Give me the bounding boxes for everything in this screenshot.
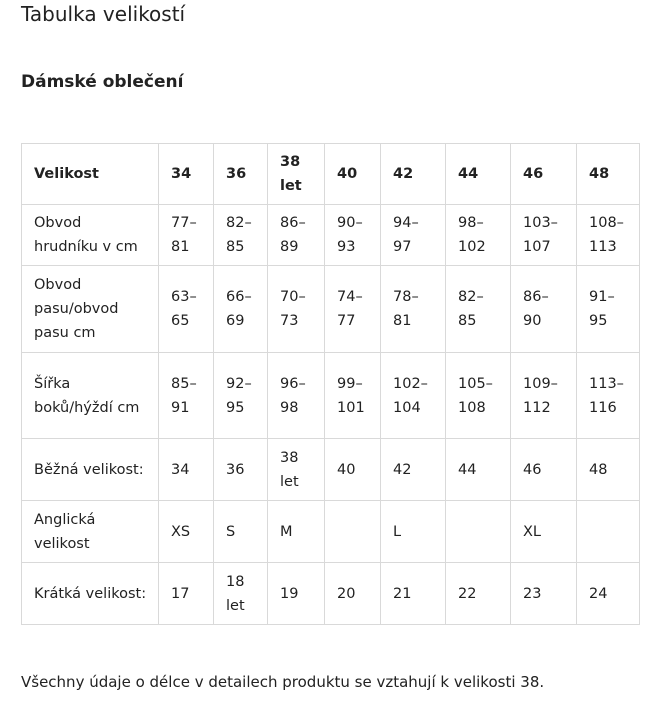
table-cell: 91–95 <box>577 266 640 353</box>
table-cell: 21 <box>381 563 446 625</box>
table-cell: 96–98 <box>268 353 325 439</box>
row-label: Krátká velikost: <box>22 563 159 625</box>
table-cell: 92–95 <box>214 353 268 439</box>
table-cell: 40 <box>325 439 381 501</box>
footer-note: Všechny údaje o délce v detailech produktu se vztahují k velikosti 38. <box>21 673 545 691</box>
table-cell: L <box>381 501 446 563</box>
table-cell: 19 <box>268 563 325 625</box>
table-cell: 85–91 <box>159 353 214 439</box>
table-cell: 103–107 <box>511 205 577 266</box>
table-cell: 18 let <box>214 563 268 625</box>
table-cell: 98–102 <box>446 205 511 266</box>
table-cell <box>446 501 511 563</box>
table-cell: 77–81 <box>159 205 214 266</box>
table-cell: 82–85 <box>446 266 511 353</box>
row-label: Šířka boků/hýždí cm <box>22 353 159 439</box>
table-cell: 90–93 <box>325 205 381 266</box>
table-cell: 66–69 <box>214 266 268 353</box>
header-size: 46 <box>511 144 577 205</box>
table-cell: 42 <box>381 439 446 501</box>
table-cell: 105–108 <box>446 353 511 439</box>
table-row <box>22 353 640 439</box>
table-cell: 44 <box>446 439 511 501</box>
table-cell: 108–113 <box>577 205 640 266</box>
row-label: Běžná velikost: <box>22 439 159 501</box>
header-size: 40 <box>325 144 381 205</box>
table-cell <box>577 501 640 563</box>
table-cell: 22 <box>446 563 511 625</box>
table-cell: S <box>214 501 268 563</box>
table-cell: 24 <box>577 563 640 625</box>
table-cell: XS <box>159 501 214 563</box>
table-cell: 46 <box>511 439 577 501</box>
table-cell: 63–65 <box>159 266 214 353</box>
table-cell: 78–81 <box>381 266 446 353</box>
row-label: Obvod hrudníku v cm <box>22 205 159 266</box>
table-row <box>22 501 640 563</box>
size-table <box>21 143 640 625</box>
table-cell: 23 <box>511 563 577 625</box>
table-cell <box>325 501 381 563</box>
header-size: 36 <box>214 144 268 205</box>
header-size: 44 <box>446 144 511 205</box>
header-size: 38 let <box>268 144 325 205</box>
section-title: Dámské oblečení <box>21 72 184 92</box>
table-row <box>22 266 640 353</box>
table-row <box>22 563 640 625</box>
table-cell: 17 <box>159 563 214 625</box>
header-label: Velikost <box>22 144 159 205</box>
table-cell: 113–116 <box>577 353 640 439</box>
table-cell: 20 <box>325 563 381 625</box>
row-label: Anglická velikost <box>22 501 159 563</box>
row-label: Obvod pasu/obvod pasu cm <box>22 266 159 353</box>
table-cell: 70–73 <box>268 266 325 353</box>
table-cell: 36 <box>214 439 268 501</box>
table-cell: 38 let <box>268 439 325 501</box>
table-cell: XL <box>511 501 577 563</box>
table-cell: M <box>268 501 325 563</box>
table-cell: 109–112 <box>511 353 577 439</box>
table-cell: 86–89 <box>268 205 325 266</box>
header-size: 42 <box>381 144 446 205</box>
header-size: 34 <box>159 144 214 205</box>
table-header-row <box>22 144 640 205</box>
table-cell: 48 <box>577 439 640 501</box>
table-cell: 74–77 <box>325 266 381 353</box>
table-cell: 86–90 <box>511 266 577 353</box>
header-size: 48 <box>577 144 640 205</box>
table-cell: 94–97 <box>381 205 446 266</box>
table-row <box>22 439 640 501</box>
table-row <box>22 205 640 266</box>
table-cell: 82–85 <box>214 205 268 266</box>
page-title: Tabulka velikostí <box>21 2 186 26</box>
table-cell: 34 <box>159 439 214 501</box>
table-cell: 99–101 <box>325 353 381 439</box>
table-cell: 102–104 <box>381 353 446 439</box>
